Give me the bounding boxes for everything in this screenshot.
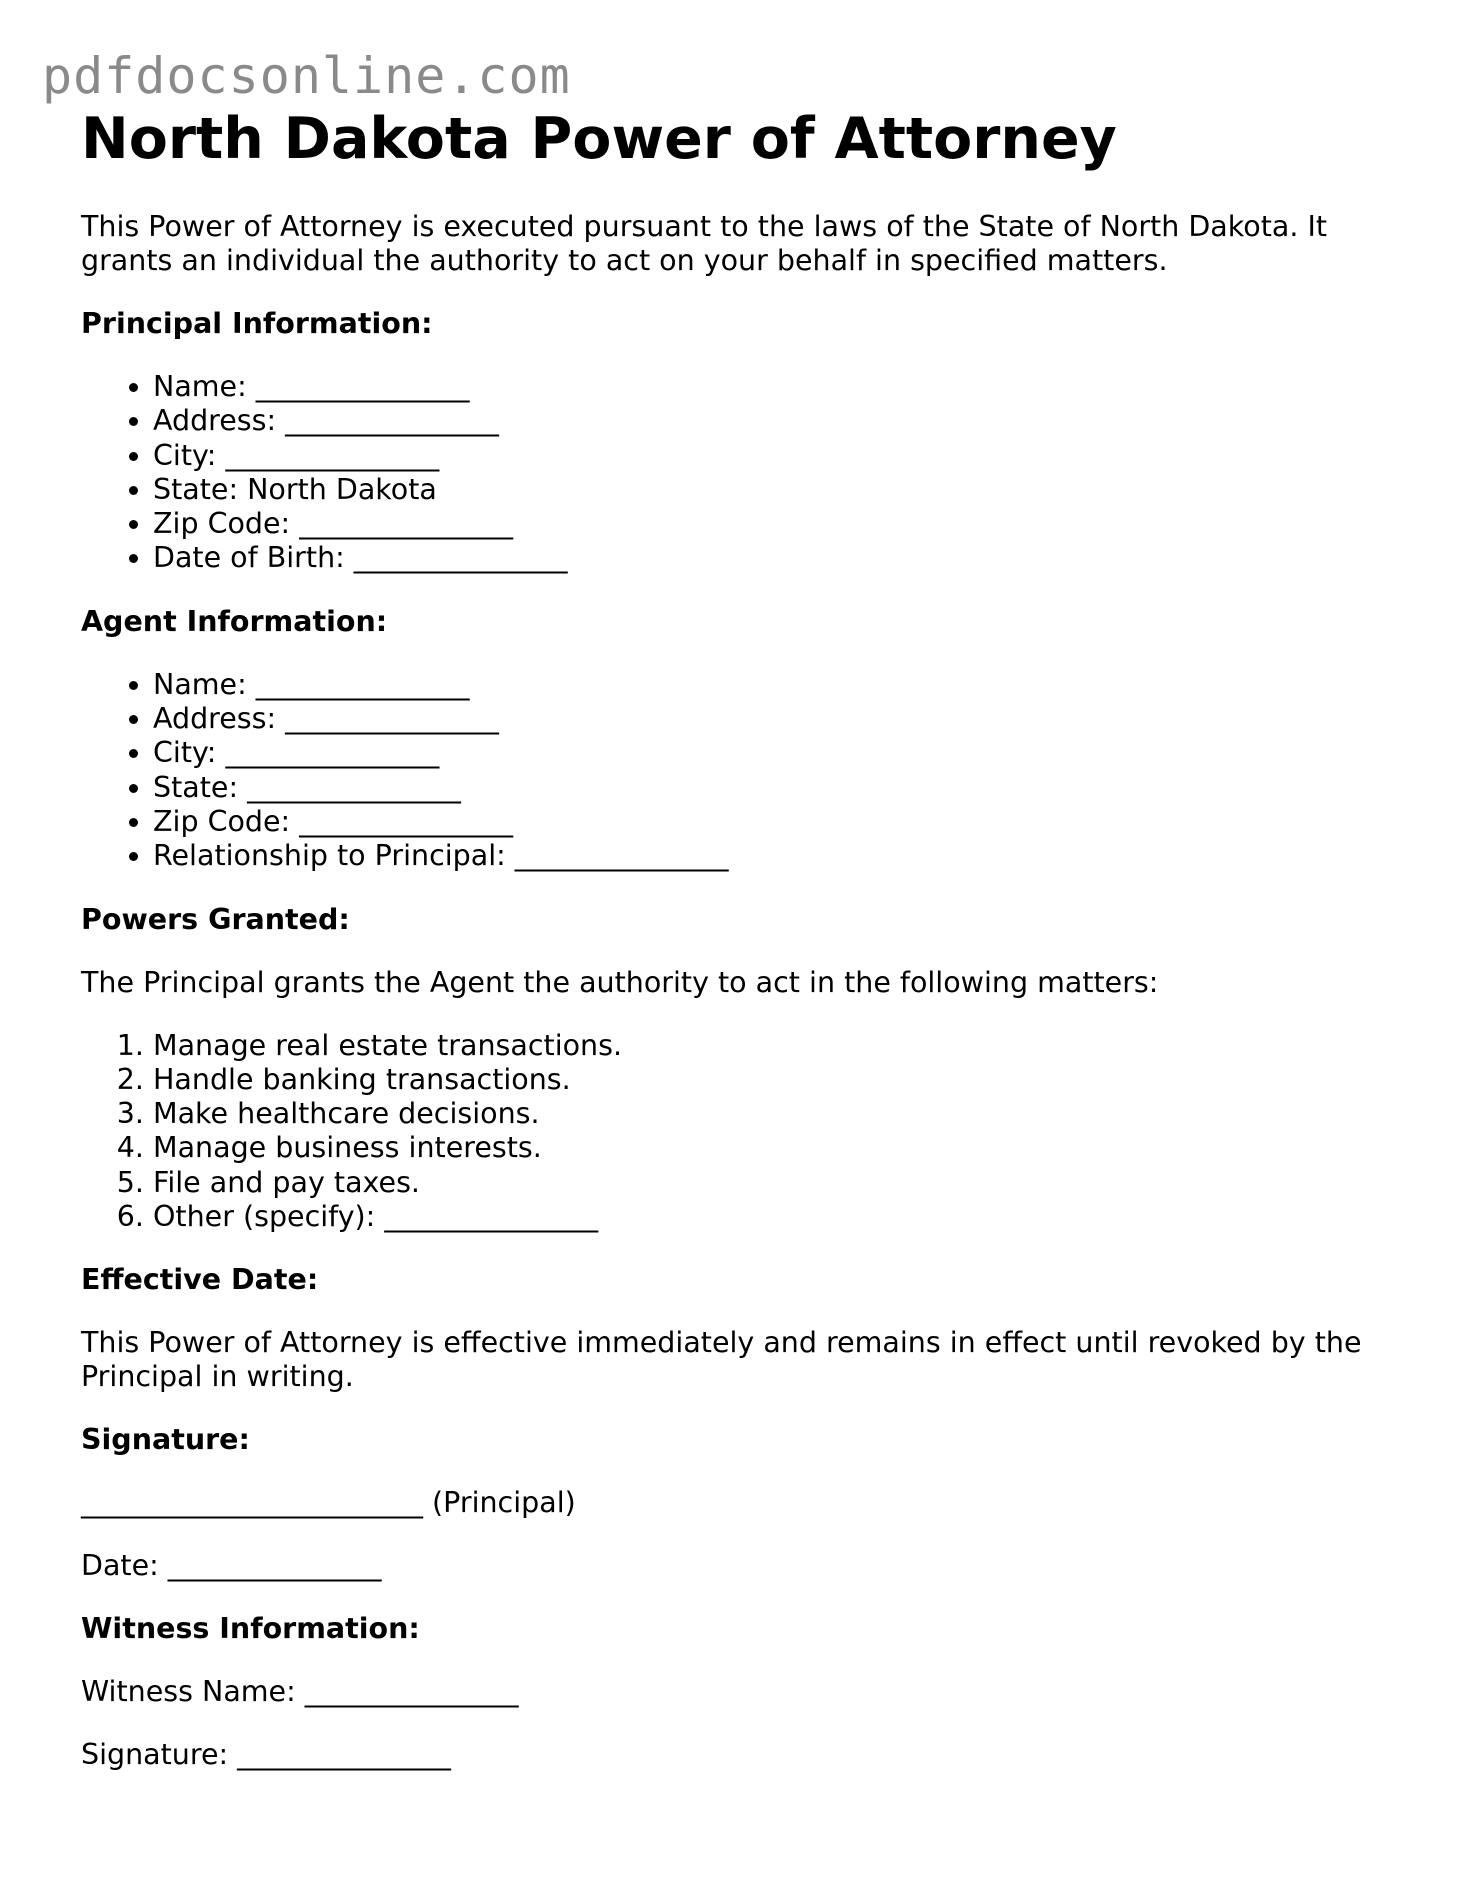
- power-item: 3. Make healthcare decisions.: [153, 1097, 1401, 1131]
- principal-dob-field[interactable]: • Date of Birth: _______________: [153, 541, 1401, 575]
- principal-signature-line[interactable]: ________________________ (Principal): [81, 1486, 576, 1520]
- principal-list: [81, 370, 1401, 576]
- powers-list: [81, 1029, 1401, 1235]
- principal-address-field[interactable]: • Address: _______________: [153, 404, 1401, 438]
- power-item: 2. Handle banking transactions.: [153, 1063, 1401, 1097]
- witness-name-field[interactable]: Witness Name: _______________: [81, 1675, 519, 1709]
- agent-name-field[interactable]: • Name: _______________: [153, 668, 1401, 702]
- agent-state-field[interactable]: • State: _______________: [153, 771, 1401, 805]
- intro-paragraph: This Power of Attorney is executed pursuant to the laws of the State of North Dakota. It grants an individual the authority to act on your behalf in specified matters.: [81, 210, 1328, 277]
- document: [81, 100, 1401, 1772]
- effective-heading: Effective Date:: [81, 1263, 319, 1297]
- power-item: 5. File and pay taxes.: [153, 1166, 1401, 1200]
- agent-address-field[interactable]: • Address: _______________: [153, 702, 1401, 736]
- signature-heading: Signature:: [81, 1423, 250, 1457]
- agent-heading: Agent Information:: [81, 604, 388, 638]
- principal-city-field[interactable]: • City: _______________: [153, 439, 1401, 473]
- power-item: 4. Manage business interests.: [153, 1131, 1401, 1165]
- watermark: pdfdocsonline.com: [42, 47, 571, 105]
- signature-date-field[interactable]: Date: _______________: [81, 1549, 382, 1583]
- agent-zip-field[interactable]: • Zip Code: _______________: [153, 805, 1401, 839]
- agent-relationship-field[interactable]: • Relationship to Principal: _______________: [153, 839, 1401, 873]
- power-item: 1. Manage real estate transactions.: [153, 1029, 1401, 1063]
- principal-state-field: • State: North Dakota: [153, 473, 1401, 507]
- principal-heading: Principal Information:: [81, 307, 433, 340]
- principal-name-field[interactable]: • Name: _______________: [153, 370, 1401, 404]
- agent-list: [81, 668, 1401, 874]
- powers-intro: The Principal grants the Agent the authority to act in the following matters:: [81, 965, 1159, 999]
- witness-signature-field[interactable]: Signature: _______________: [81, 1738, 451, 1772]
- effective-text: This Power of Attorney is effective immediately and remains in effect until revoked by the Principal in writing.: [81, 1326, 1362, 1394]
- witness-heading: Witness Information:: [81, 1612, 420, 1646]
- powers-heading: Powers Granted:: [81, 902, 350, 936]
- principal-zip-field[interactable]: • Zip Code: _______________: [153, 507, 1401, 541]
- power-other-field[interactable]: 6. Other (specify): _______________: [153, 1200, 1401, 1234]
- document-title: North Dakota Power of Attorney: [81, 106, 1117, 172]
- agent-city-field[interactable]: • City: _______________: [153, 736, 1401, 770]
